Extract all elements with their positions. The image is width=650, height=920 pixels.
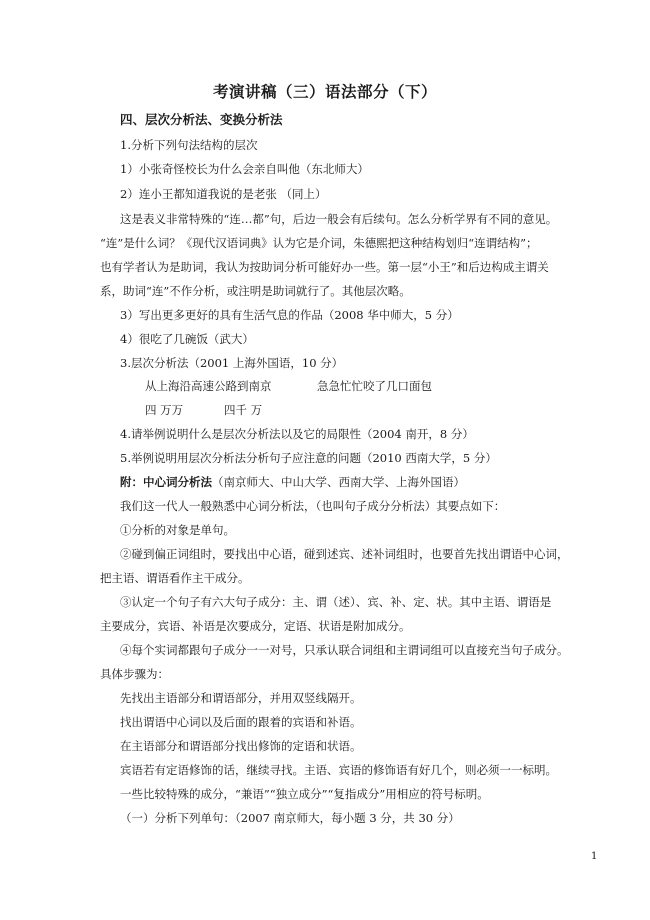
paragraph-line: 也有学者认为是助词，我认为按助词分析可能好办一些。第一层“小王”和后边构成主谓关 bbox=[100, 260, 549, 274]
point-3-line: ③认定一个句子有六大句子成分：主、谓（述）、宾、补、定、状。其中主语、谓语是 bbox=[120, 595, 552, 609]
q5: 5.举例说明用层次分析法分析句子应注意的问题（2010 西南大学，5 分） bbox=[120, 451, 497, 465]
point-3-line: 主要成分，宾语、补语是次要成分，定语、状语是附加成分。 bbox=[100, 619, 411, 633]
point-2-line: 把主语、谓语看作主干成分。 bbox=[100, 571, 250, 585]
point-4-line: 具体步骤为： bbox=[100, 667, 169, 681]
q3-example: 急急忙忙咬了几口面包 bbox=[317, 379, 432, 393]
q3-example: 四 万万 bbox=[145, 403, 184, 417]
appendix-label: 附：中心词分析法 bbox=[120, 475, 212, 489]
appendix-line bbox=[120, 474, 465, 490]
step-item: 先找出主语部分和谓语部分，并用双竖线隔开。 bbox=[120, 691, 362, 705]
step-item: 一些比较特殊的成分，“兼语”“独立成分”“复指成分”用相应的符号标明。 bbox=[120, 787, 489, 801]
q3-example: 从上海沿高速公路到南京 bbox=[145, 379, 272, 393]
step-item: 找出谓语中心词以及后面的跟着的宾语和补语。 bbox=[120, 715, 362, 729]
q1-item-3: 3）写出更多更好的具有生活气息的作品（2008 华中师大，5 分） bbox=[120, 308, 459, 322]
appendix-intro: 我们这一代人一般熟悉中心词分析法，（也叫句子成分分析法）其要点如下： bbox=[120, 499, 506, 513]
point-4-line: ④每个实词都跟句子成分一一对号，只承认联合词组和主谓词组可以直接充当句子成分。 bbox=[120, 643, 569, 657]
page-title: 考演讲稿（三）语法部分（下） bbox=[212, 83, 437, 101]
q1-item-4: 4）很吃了几碗饭（武大） bbox=[120, 332, 254, 346]
section-heading: 四、层次分析法、变换分析法 bbox=[120, 112, 283, 127]
exercise-heading: （一）分析下列单句：（2007 南京师大，每小题 3 分，共 30 分） bbox=[120, 811, 460, 825]
q1-item-2: 2）连小王都知道我说的是老张 （同上） bbox=[120, 187, 327, 201]
q3-heading: 3.层次分析法（2001 上海外国语，10 分） bbox=[120, 356, 344, 370]
q4: 4.请举例说明什么是层次分析法以及它的局限性（2004 南开，8 分） bbox=[120, 427, 474, 441]
q1-item-1: 1）小张奇怪校长为什么会亲自叫他（东北师大） bbox=[120, 162, 369, 176]
point-1: ①分析的对象是单句。 bbox=[120, 523, 235, 537]
page-number: 1 bbox=[591, 851, 598, 862]
paragraph-line: 这是表义非常特殊的“连…都”句，后边一般会有后续句。怎么分析学界有不同的意见。 bbox=[120, 212, 558, 226]
paragraph-line: 系，助词“连”不作分析，或注明是助词就行了。其他层次略。 bbox=[100, 284, 411, 298]
appendix-sources: （南京师大、中山大学、西南大学、上海外国语） bbox=[212, 475, 465, 489]
point-2-line: ②碰到偏正词组时，要找出中心语，碰到述宾、述补词组时，也要首先找出谓语中心词， bbox=[120, 547, 569, 561]
paragraph-line: “连”是什么词？《现代汉语词典》认为它是介词，朱德熙把这种结构划归“连谓结构”； bbox=[100, 236, 538, 250]
q1-heading: 1.分析下列句法结构的层次 bbox=[120, 138, 258, 152]
step-item: 在主语部分和谓语部分找出修饰的定语和状语。 bbox=[120, 739, 362, 753]
step-item: 宾语若有定语修饰的话，继续寻找。主语、宾语的修饰语有好几个，则必须一一标明。 bbox=[120, 763, 557, 777]
q3-example: 四千 万 bbox=[224, 403, 263, 417]
